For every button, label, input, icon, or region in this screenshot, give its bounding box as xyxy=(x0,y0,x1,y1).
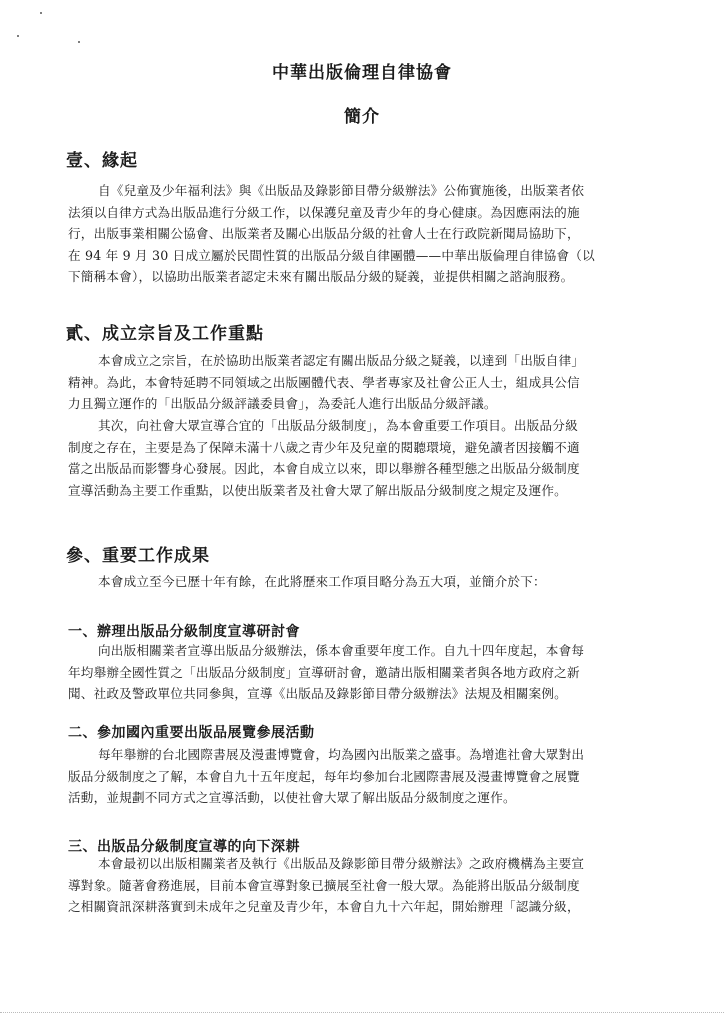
text-line: 年均舉辦全國性質之「出版品分級制度」宣導研討會，邀請出版相關業者與各地方政府之新 xyxy=(68,664,580,680)
text-line: 本會成立之宗旨，在於協助出版業者認定有關出版品分級之疑義，以達到「出版自律」 xyxy=(98,353,585,368)
section-heading-origin: 壹、緣起 xyxy=(66,151,138,171)
item-heading-outreach: 三、出版品分級制度宣導的向下深耕 xyxy=(68,839,300,855)
text-line: 精神。為此，本會特延聘不同領域之出版團體代表、學者專家及社會公正人士，組成具公信 xyxy=(68,374,580,390)
paragraph-exhibition xyxy=(68,744,658,809)
paragraph-seminar xyxy=(68,640,658,705)
text-line: 活動，並規劃不同方式之宣導活動，以使社會大眾了解出版品分級制度之運作。 xyxy=(68,790,516,805)
text-line: 每年舉辦的台北國際書展及漫畫博覽會，均為國內出版業之盛事。為增進社會大眾對出 xyxy=(98,747,585,762)
scan-bottom-edge xyxy=(0,1012,724,1013)
text-line: 下簡稱本會），以協助出版業者認定未來有關出版品分級的疑義，並提供相關之諮詢服務。 xyxy=(68,269,574,284)
section-heading-purpose: 貳、成立宗旨及工作重點 xyxy=(66,324,264,344)
text-line: 向出版相關業者宣導出版品分級辦法，係本會重要年度工作。自九十四年度起，本會每 xyxy=(98,643,585,658)
text-line: 力且獨立運作的「出版品分級評議委員會」，為委託人進行出版品分級評議。 xyxy=(68,396,497,411)
text-line: 版品分級制度之了解，本會自九十五年度起，每年均參加台北國際書展及漫畫博覽會之展覽 xyxy=(68,768,580,784)
text-line: 制度之存在，主要是為了保障未滿十八歲之青少年及兒童的閱聽環境，避免讀者因接觸不適 xyxy=(68,439,580,455)
org-title: 中華出版倫理自律協會 xyxy=(272,63,452,83)
text-line: 其次，向社會大眾宣導合宜的「出版品分級制度」，為本會重要工作項目。出版品分級 xyxy=(98,418,578,433)
text-line: 宣導活動為主要工作重點，以使出版業者及社會大眾了解出版品分級制度之規定及運作。 xyxy=(68,482,567,498)
text-line: 本會最初以出版相關業者及執行《出版品及錄影節目帶分級辦法》之政府機構為主要宣 xyxy=(98,856,585,871)
text-line: 法須以自律方式為出版品進行分級工作，以保護兒童及青少年的身心健康。為因應兩法的施 xyxy=(68,204,580,220)
item-heading-exhibition: 二、參加國內重要出版品展覽參展活動 xyxy=(68,725,315,741)
scan-speck xyxy=(17,35,19,37)
scan-speck xyxy=(40,12,42,14)
paragraph-purpose-2 xyxy=(68,415,658,501)
text-line: 導對象。隨著會務進展，目前本會宣導對象已擴展至社會一般大眾。為能將出版品分級制度 xyxy=(68,877,580,893)
text-line: 在 94 年 9 月 30 日成立屬於民間性質的出版品分級自律團體——中華出版倫理自律協會（以 xyxy=(68,247,595,263)
text-line: 之相關資訊深耕落實到未成年之兒童及青少年，本會自九十六年起，開始辦理「認識分級， xyxy=(68,899,580,914)
doc-title: 簡介 xyxy=(344,107,380,127)
scan-speck xyxy=(78,41,80,43)
paragraph-results-intro xyxy=(68,571,658,593)
item-heading-seminar: 一、辦理出版品分級制度宣導研討會 xyxy=(68,624,300,640)
paragraph-origin xyxy=(68,180,658,288)
paragraph-purpose-1 xyxy=(68,350,658,415)
paragraph-outreach xyxy=(68,853,658,918)
text-line: 行，出版事業相關公協會、出版業者及關心出版品分級的社會人士在行政院新聞局協助下， xyxy=(68,226,580,241)
text-line: 本會成立至今已歷十年有餘，在此將歷來工作項目略分為五大項，並簡介於下： xyxy=(98,574,546,589)
section-heading-results: 參、重要工作成果 xyxy=(66,546,210,566)
text-line: 當之出版品而影響身心發展。因此，本會自成立以來，即以舉辦各種型態之出版品分級制度 xyxy=(68,461,580,476)
text-line: 自《兒童及少年福利法》與《出版品及錄影節目帶分級辦法》公佈實施後，出版業者依 xyxy=(98,183,585,198)
text-line: 聞、社政及警政單位共同參與，宣導《出版品及錄影節目帶分級辦法》法規及相關案例。 xyxy=(68,686,567,701)
